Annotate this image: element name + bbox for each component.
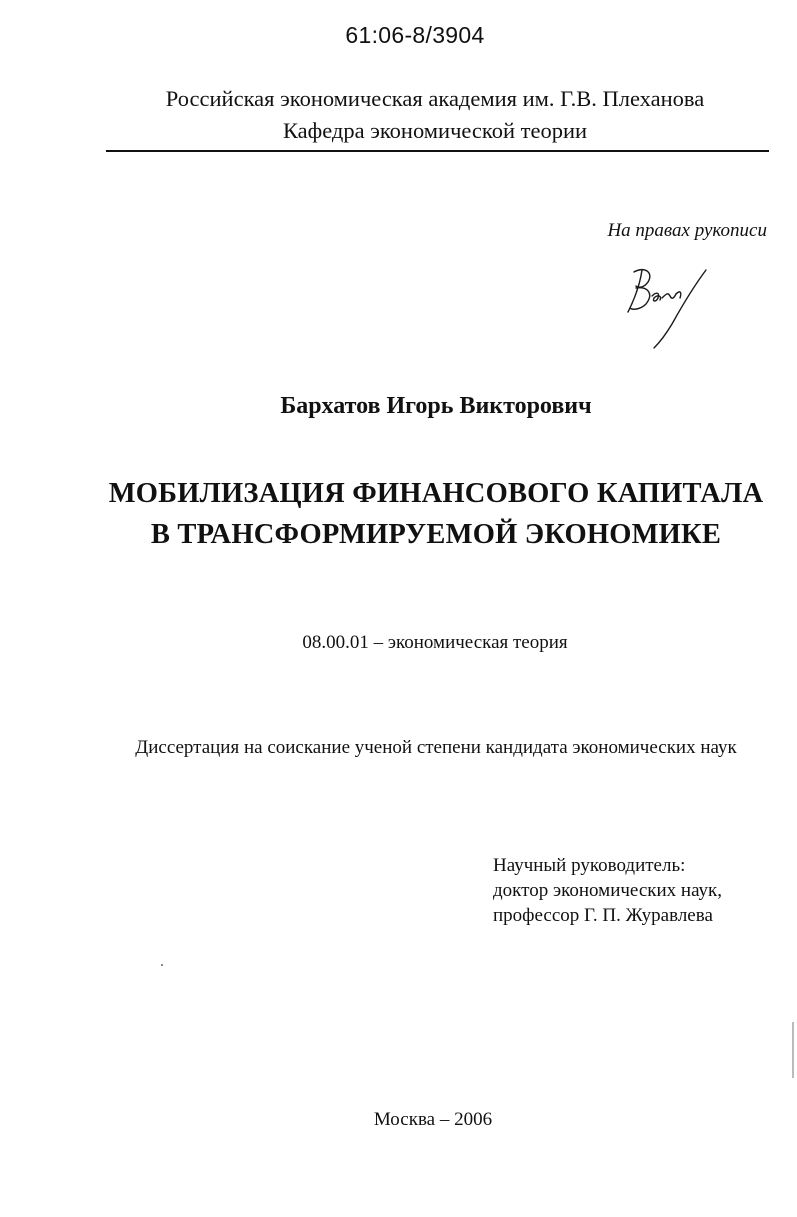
handwritten-signature	[620, 262, 710, 352]
archive-code: 61:06-8/3904	[345, 22, 485, 48]
department-name: Кафедра экономической теории	[282, 118, 588, 143]
institution-name: Российская экономическая академия им. Г.В. Плеханова	[165, 86, 705, 111]
scan-edge-mark	[792, 1022, 794, 1078]
supervisor-name: профессор Г. П. Журавлева	[493, 905, 713, 926]
header-rule	[106, 150, 769, 152]
specialty-code: 08.00.01 – экономическая теория	[302, 632, 568, 653]
supervisor-degree: доктор экономических наук,	[493, 880, 723, 901]
scan-speck	[161, 964, 163, 966]
rights-note: На правах рукописи	[607, 220, 767, 241]
dissertation-title-line-1: МОБИЛИЗАЦИЯ ФИНАНСОВОГО КАПИТАЛА	[108, 478, 764, 509]
supervisor-label: Научный руководитель:	[493, 855, 686, 876]
author-name: Бархатов Игорь Викторович	[280, 393, 592, 419]
dissertation-title-line-2: В ТРАНСФОРМИРУЕМОЙ ЭКОНОМИКЕ	[150, 519, 722, 550]
city-year: Москва – 2006	[373, 1109, 493, 1130]
supervisor-block	[493, 853, 722, 928]
degree-purpose: Диссертация на соискание ученой степени кандидата экономических наук	[135, 737, 737, 758]
